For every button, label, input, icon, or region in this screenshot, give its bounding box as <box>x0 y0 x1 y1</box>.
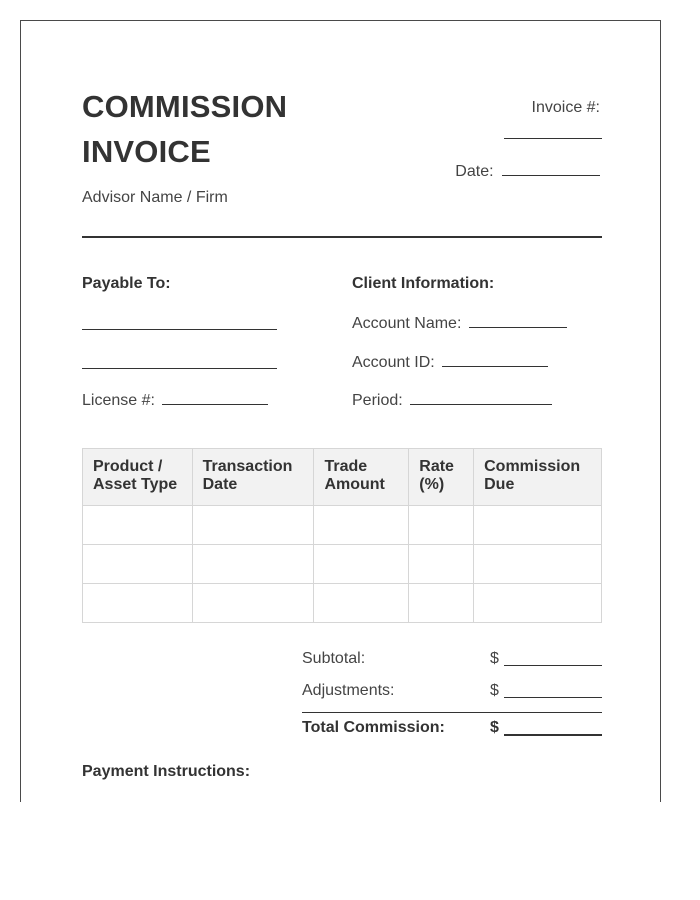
table-cell[interactable] <box>83 545 193 584</box>
table-cell[interactable] <box>192 545 314 584</box>
table-cell[interactable] <box>192 584 314 623</box>
account-id-field[interactable] <box>442 352 548 367</box>
period-field[interactable] <box>410 390 552 405</box>
payment-instructions-heading: Payment Instructions: <box>82 763 251 780</box>
adjustments-field[interactable] <box>504 683 602 698</box>
total-commission-currency: $ <box>490 719 499 736</box>
payable-to-heading: Payable To: <box>82 275 171 292</box>
subtotal-label: Subtotal: <box>302 650 366 667</box>
payable-to-line-2[interactable] <box>82 354 277 369</box>
client-info-heading: Client Information: <box>352 275 495 292</box>
column-header-rate: Rate (%) <box>409 449 474 506</box>
commission-table <box>82 448 602 623</box>
invoice-number-label: Invoice #: <box>531 99 600 116</box>
adjustments-label: Adjustments: <box>302 682 395 699</box>
total-commission-field[interactable] <box>504 720 602 736</box>
title-line-2: INVOICE <box>82 134 211 169</box>
column-header-commission-due: Commission Due <box>474 449 602 506</box>
table-cell[interactable] <box>83 584 193 623</box>
advisor-name-label: Advisor Name / Firm <box>82 189 228 206</box>
adjustments-currency: $ <box>490 682 499 699</box>
period-row <box>352 390 552 410</box>
table-row <box>83 545 602 584</box>
table-cell[interactable] <box>314 506 409 545</box>
table-cell[interactable] <box>409 545 474 584</box>
account-name-row <box>352 313 567 333</box>
table-cell[interactable] <box>474 584 602 623</box>
table-header-row <box>83 449 602 506</box>
date-field[interactable] <box>502 161 600 176</box>
totals-divider <box>302 712 602 713</box>
payable-to-line-1[interactable] <box>82 315 277 330</box>
table-cell[interactable] <box>474 545 602 584</box>
table-cell[interactable] <box>314 545 409 584</box>
license-field[interactable] <box>162 390 268 405</box>
account-name-field[interactable] <box>469 313 567 328</box>
table-cell[interactable] <box>192 506 314 545</box>
table-row <box>83 584 602 623</box>
date-row <box>455 161 600 181</box>
header-divider <box>82 236 602 238</box>
column-header-trade-amount: Trade Amount <box>314 449 409 506</box>
account-id-row <box>352 352 548 372</box>
subtotal-currency: $ <box>490 650 499 667</box>
table-cell[interactable] <box>474 506 602 545</box>
total-commission-label: Total Commission: <box>302 719 445 736</box>
account-id-label: Account ID: <box>352 354 435 371</box>
table-row <box>83 506 602 545</box>
period-label: Period: <box>352 392 403 409</box>
subtotal-field[interactable] <box>504 651 602 666</box>
title-line-1: COMMISSION <box>82 89 288 124</box>
column-header-transaction-date: Transaction Date <box>192 449 314 506</box>
license-row <box>82 390 268 410</box>
table-cell[interactable] <box>83 506 193 545</box>
invoice-title <box>82 84 287 174</box>
date-label: Date: <box>455 163 494 180</box>
column-header-product: Product / Asset Type <box>83 449 193 506</box>
table-cell[interactable] <box>409 584 474 623</box>
table-cell[interactable] <box>314 584 409 623</box>
invoice-number-field[interactable] <box>504 120 602 139</box>
account-name-label: Account Name: <box>352 315 462 332</box>
license-label: License #: <box>82 392 155 409</box>
invoice-sheet <box>20 20 661 802</box>
table-cell[interactable] <box>409 506 474 545</box>
